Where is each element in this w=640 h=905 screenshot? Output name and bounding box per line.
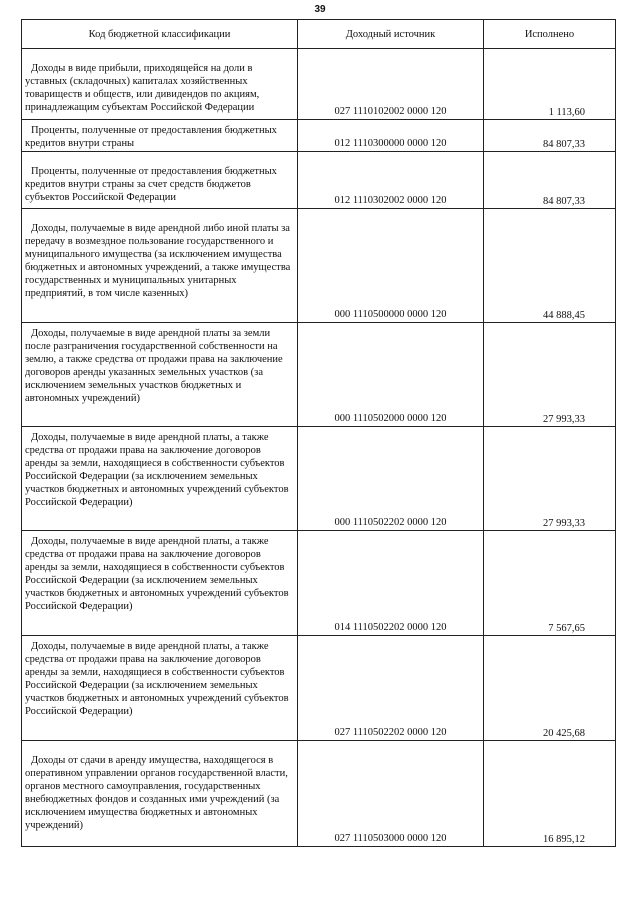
table-row bbox=[22, 427, 616, 531]
page-number: 39 bbox=[314, 4, 326, 15]
row-description: Доходы, получаемые в виде арендной либо иной платы за передачу в возмездное пользование государственного и муниципального имущества (за исключением имущества бюджетных и автономных учреждений, а также имущества государственных и муниципальных унитарных предприятий, в том числе казенных) bbox=[25, 223, 291, 299]
table-row bbox=[22, 636, 616, 741]
row-description-cell bbox=[22, 636, 298, 741]
row-code: 000 1110500000 0000 120 bbox=[298, 209, 484, 323]
row-code: 027 1110503000 0000 120 bbox=[298, 741, 484, 847]
budget-table bbox=[21, 19, 616, 847]
row-code: 014 1110502202 0000 120 bbox=[298, 531, 484, 636]
row-code: 027 1110502202 0000 120 bbox=[298, 636, 484, 741]
row-description-cell bbox=[22, 323, 298, 427]
table-row bbox=[22, 49, 616, 120]
table-row bbox=[22, 120, 616, 152]
row-amount: 27 993,33 bbox=[484, 323, 616, 427]
table-row bbox=[22, 209, 616, 323]
table-header-row bbox=[22, 20, 616, 49]
row-code: 012 1110300000 0000 120 bbox=[298, 120, 484, 152]
row-description-cell bbox=[22, 152, 298, 209]
row-amount: 27 993,33 bbox=[484, 427, 616, 531]
row-code: 012 1110302002 0000 120 bbox=[298, 152, 484, 209]
row-description-cell bbox=[22, 741, 298, 847]
row-amount: 20 425,68 bbox=[484, 636, 616, 741]
row-description: Доходы, получаемые в виде арендной платы, а также средства от продажи права на заключение договоров аренды за земли, находящиеся в собственности субъектов Российской Федерации (за исключением земельных участков бюджетных и автономных учреждений субъектов Российской Федерации) bbox=[25, 432, 289, 508]
row-amount: 16 895,12 bbox=[484, 741, 616, 847]
row-amount: 44 888,45 bbox=[484, 209, 616, 323]
row-amount: 84 807,33 bbox=[484, 152, 616, 209]
row-description: Проценты, полученные от предоставления бюджетных кредитов внутри страны за счет средств бюджетов субъектов Российской Федерации bbox=[25, 166, 277, 203]
row-amount: 84 807,33 bbox=[484, 120, 616, 152]
row-description: Доходы, получаемые в виде арендной платы, а также средства от продажи права на заключение договоров аренды за земли, находящиеся в собственности субъектов Российской Федерации (за исключением земельных участков бюджетных и автономных учреждений субъектов Российской Федерации) bbox=[25, 536, 289, 612]
header-budget-classification-code: Код бюджетной классификации bbox=[22, 20, 298, 49]
row-code: 027 1110102002 0000 120 bbox=[298, 49, 484, 120]
row-description-cell bbox=[22, 120, 298, 152]
row-description-cell bbox=[22, 427, 298, 531]
row-description: Доходы, получаемые в виде арендной платы за земли после разграничения государственной собственности на землю, а также средства от продажи права на заключение договоров аренды указанных земельных участков (за исключением земельных участков бюджетных и автономных учреждений) bbox=[25, 328, 283, 404]
row-description-cell bbox=[22, 531, 298, 636]
header-income-source: Доходный источник bbox=[298, 20, 484, 49]
row-description: Доходы, получаемые в виде арендной платы, а также средства от продажи права на заключение договоров аренды за земли, находящиеся в собственности субъектов Российской Федерации (за исключением земельных участков бюджетных и автономных учреждений субъектов Российской Федерации) bbox=[25, 641, 289, 717]
table-row bbox=[22, 152, 616, 209]
row-description: Проценты, полученные от предоставления бюджетных кредитов внутри страны bbox=[25, 125, 277, 149]
table-row bbox=[22, 323, 616, 427]
table-row bbox=[22, 741, 616, 847]
row-description-cell bbox=[22, 49, 298, 120]
header-executed: Исполнено bbox=[484, 20, 616, 49]
row-description-cell bbox=[22, 209, 298, 323]
table-row bbox=[22, 531, 616, 636]
row-amount: 7 567,65 bbox=[484, 531, 616, 636]
row-description: Доходы от сдачи в аренду имущества, находящегося в оперативном управлении органов государственной власти, органов местного самоуправления, государственных внебюджетных фондов и созданных ими учреждений (за исключением имущества бюджетных и автономных учреждений) bbox=[25, 755, 288, 831]
row-amount: 1 113,60 bbox=[484, 49, 616, 120]
row-code: 000 1110502000 0000 120 bbox=[298, 323, 484, 427]
row-code: 000 1110502202 0000 120 bbox=[298, 427, 484, 531]
row-description: Доходы в виде прибыли, приходящейся на доли в уставных (складочных) капиталах хозяйственных товариществ и обществ, или дивидендов по акциям, принадлежащим субъектам Российской Федерации bbox=[25, 63, 260, 113]
